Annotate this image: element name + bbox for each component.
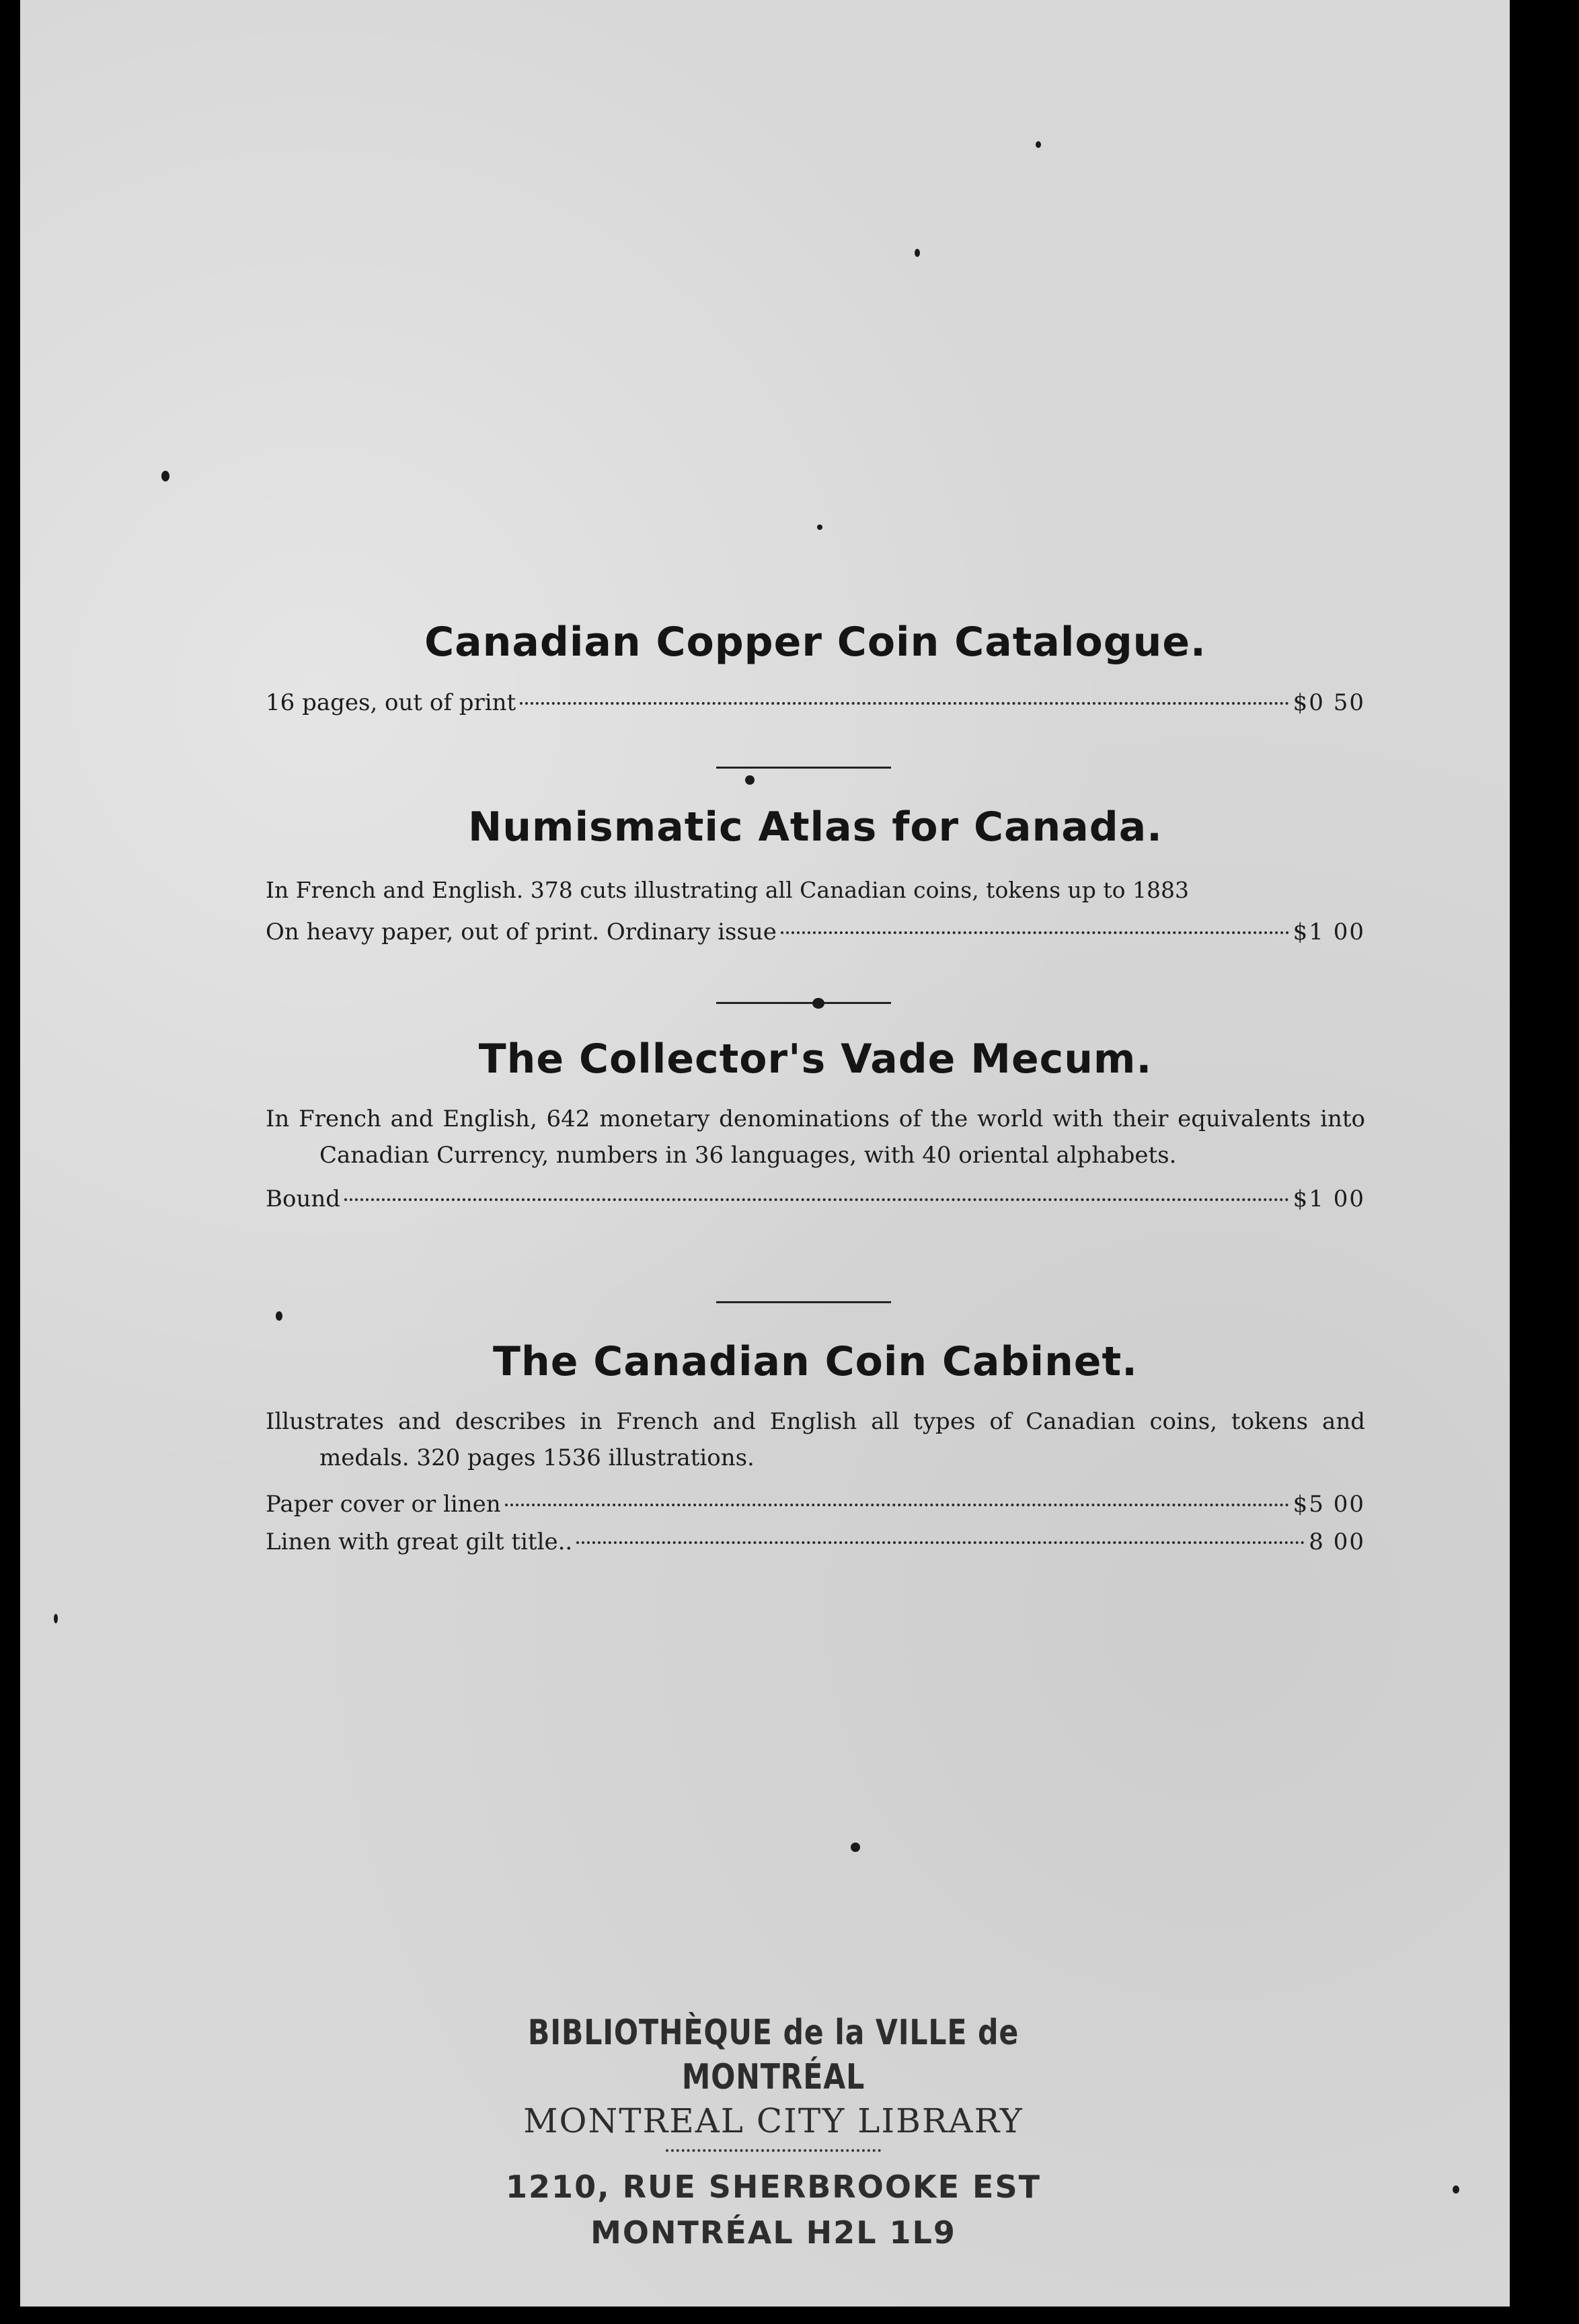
price-row-label: Linen with great gilt title.. [266, 1528, 573, 1555]
ink-speck [54, 1614, 58, 1623]
dot-leader [505, 1504, 1289, 1506]
price-row [266, 1523, 1365, 1561]
ink-speck [1453, 2185, 1459, 2194]
dot-leader [520, 702, 1288, 705]
section-description: In French and English, 642 monetary denominations of the world with their equivalents into Canadian Currency, numbers in 36 languages, with 40 oriental alphabets. [266, 1106, 1365, 1169]
ink-speck [161, 471, 169, 481]
catalogue-page [20, 0, 1510, 2307]
section-divider [716, 1002, 891, 1004]
ink-speck [851, 1843, 860, 1852]
stamp-library-name-en: MONTREAL CITY LIBRARY [523, 2101, 1024, 2140]
stamp-city-postal: MONTRÉAL H2L 1L9 [590, 2214, 956, 2251]
price-row-label: Paper cover or linen [266, 1491, 501, 1518]
stamp-street-address: 1210, RUE SHERBROOKE EST [506, 2169, 1041, 2205]
price-row [266, 684, 1365, 722]
price-row-label: 16 pages, out of print [266, 689, 516, 716]
section-numismatic-atlas [266, 800, 1365, 951]
price-value: $0 50 [1293, 689, 1365, 716]
price-row [266, 1485, 1365, 1523]
dot-leader [781, 931, 1289, 934]
section-canadian-coin-cabinet [266, 1335, 1365, 1561]
ink-speck [817, 525, 822, 530]
section-collectors-vade-mecum [266, 1032, 1365, 1218]
dot-leader [576, 1541, 1305, 1544]
price-value: $5 00 [1293, 1491, 1365, 1518]
ink-speck [915, 249, 920, 257]
price-value: $1 00 [1293, 1186, 1365, 1212]
dot-leader [344, 1198, 1289, 1201]
price-row-label: Bound [266, 1186, 341, 1212]
price-row [266, 913, 1365, 951]
section-title: The Canadian Coin Cabinet. [493, 1338, 1138, 1385]
divider-ornament [812, 998, 824, 1009]
ink-speck [276, 1311, 282, 1321]
price-row [266, 1180, 1365, 1218]
divider-ornament [745, 775, 755, 785]
section-title: The Collector's Vade Mecum. [478, 1036, 1153, 1083]
section-description: In French and English. 378 cuts illustrating all Canadian coins, tokens up to 1883 [266, 877, 1189, 903]
stamp-divider [666, 2149, 881, 2152]
stamp-library-name-fr: BIBLIOTHÈQUE de la VILLE de MONTRÉAL [527, 2013, 1019, 2097]
section-title: Canadian Copper Coin Catalogue. [424, 619, 1206, 666]
library-stamp [397, 2011, 1150, 2255]
price-row-label: On heavy paper, out of print. Ordinary issue [266, 919, 777, 945]
price-value: $1 00 [1293, 919, 1365, 945]
section-copper-coin-catalogue [266, 615, 1365, 722]
section-description: Illustrates and describes in French and English all types of Canadian coins, tokens and medals. 320 pages 1536 illustrations. [266, 1408, 1365, 1471]
section-divider [716, 767, 891, 769]
section-divider [716, 1301, 891, 1303]
ink-speck [1036, 141, 1041, 148]
price-value: 8 00 [1309, 1528, 1365, 1555]
section-title: Numismatic Atlas for Canada. [468, 804, 1163, 851]
